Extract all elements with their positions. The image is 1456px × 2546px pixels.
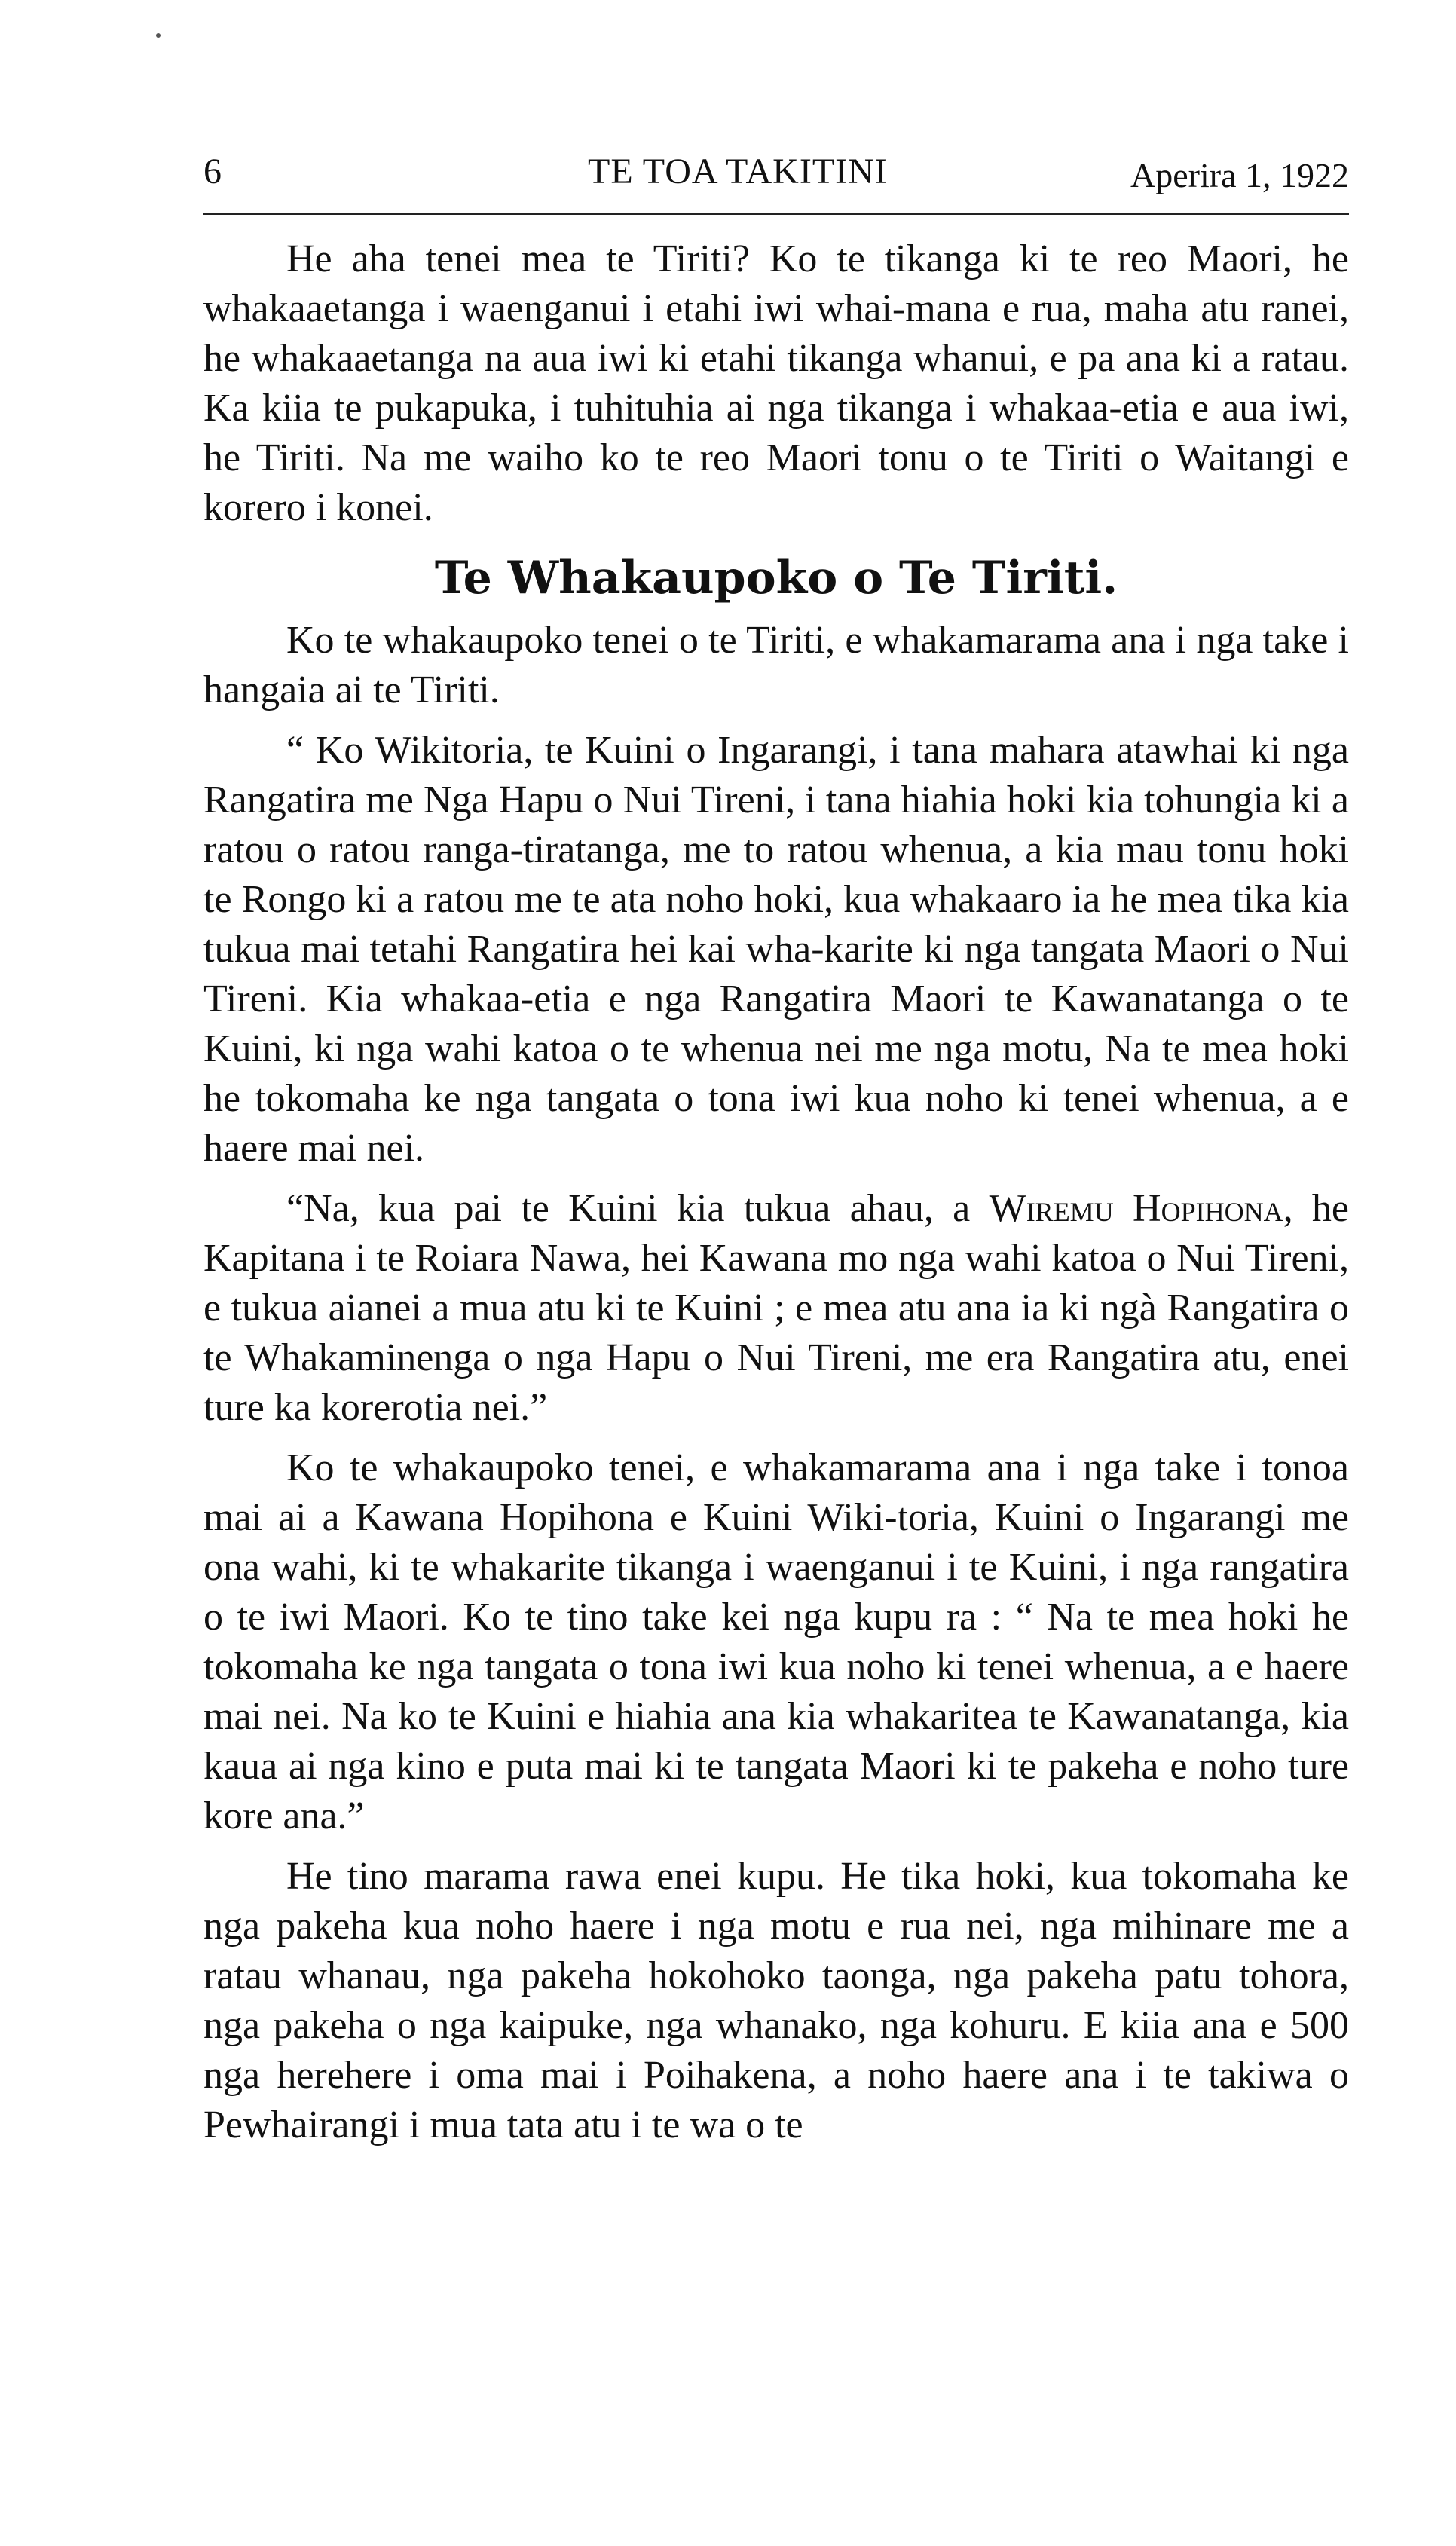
issue-date: Aperira 1, 1922 [1130,156,1349,194]
paragraph-preamble-intro: Ko te whakaupoko tenei o te Tiriti, e whakamarama ana i nga take i hangaia ai te Tiriti. [203,619,1349,711]
header-rule [203,213,1349,215]
paragraph-intro: He aha tenei mea te Tiriti? Ko te tikanga ki te reo Maori, he whakaaetanga i waenganui i etahi iwi whai-mana e rua, maha atu ranei, he whakaaetanga na aua iwi ki etahi tikanga whanui, e pa ana ki a ratau. Ka kiia te pukapuka, i tuhituhia ai nga tikanga i whakaa-etia e aua iwi, he Tiriti. Na me waiho ko te reo Maori tonu o te Tiriti o Waitangi e korero i konei. [203,237,1349,529]
page-number: 6 [203,151,222,191]
speck-mark [156,33,161,38]
quote-text-start: “Na, kua pai te Kuini kia tukua ahau, a [286,1187,990,1230]
paragraph-commentary: Ko te whakaupoko tenei, e whakamarama ana i nga take i tonoa mai ai a Kawana Hopihona e Kuini Wiki-toria, Kuini o Ingarangi me ona wahi, ki te whakarite tikanga i waenganui i te Kuini, i nga rangatira o te iwi Maori. Ko te tino take kei nga kupu ra : “ Na te mea hoki he tokomaha ke nga tangata o tona iwi kua noho ki tenei whenua, a e haere mai nei. Na ko te Kuini e hiahia ana kia whakaritea te Kawanatanga, kia kaua ai nga kino e puta mai ki te tangata Maori ki te pakeha e noho ture kore ana.” [203,1446,1349,1838]
paragraph-treaty-quote-2 [203,1184,1349,1433]
running-title: TE TOA TAKITINI [588,151,888,191]
page [203,151,1349,2161]
quote-text-end: , he Kapitana i te Roiara Nawa, hei Kawana mo nga wahi katoa o Nui Tireni, e tukua aianei a mua atu ki te Kuini ; e mea atu ana ia ki ngà Rangatira o te Whakaminenga o nga Hapu o Nui Tireni, me era Rangatira atu, enei ture ka korerotia nei.” [203,1187,1349,1429]
governor-name: Wiremu Hopihona [989,1187,1283,1230]
page-header [203,151,1349,203]
paragraph-treaty-quote-1: “ Ko Wikitoria, te Kuini o Ingarangi, i tana mahara atawhai ki nga Rangatira me Nga Hapu o Nui Tireni, i tana hiahia hoki kia tohungia ki a ratou o ratou ranga-tiratanga, me to ratou whenua, a kia mau tonu hoki te Rongo ki a ratou me te ata noho hoki, kua whakaaro ia he mea tika kia tukua mai tetahi Rangatira hei kai wha-karite ki nga tangata Maori o Nui Tireni. Kia whakaa-etia e nga Rangatira Maori te Kawanatanga o te Kuini, ki nga wahi katoa o te whenua nei me nga motu, Na te mea hoki he tokomaha ke nga tangata o tona iwi kua noho ki tenei whenua, a e haere mai nei. [203,729,1349,1170]
section-heading: Te Whakaupoko o Te Tiriti. [434,552,1118,604]
paragraph-settlers: He tino marama rawa enei kupu. He tika hoki, kua tokomaha ke nga pakeha kua noho haere i nga motu e rua nei, nga mihinare me a ratau whanau, nga pakeha hokohoko taonga, nga pakeha patu tohora, nga pakeha o nga kaipuke, nga whanako, nga kohuru. E kiia ana e 500 nga herehere i oma mai i Poihakena, a noho haere ana i te takiwa o Pewhairangi i mua tata atu i te wa o te [203,1855,1349,2147]
